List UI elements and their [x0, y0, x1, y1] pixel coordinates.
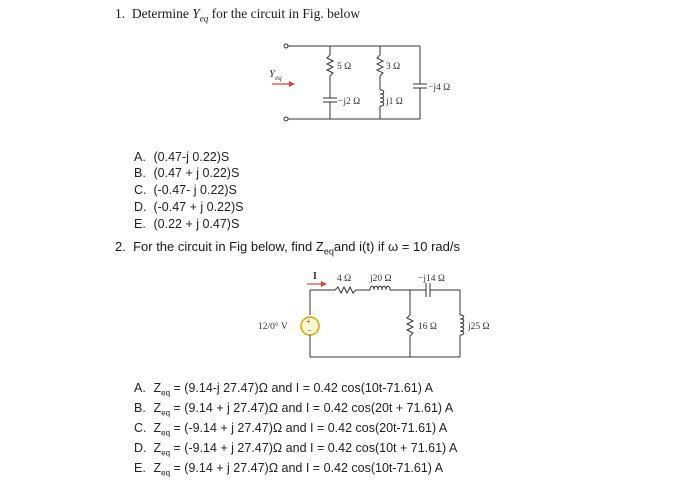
question-2-option-e[interactable]: E. $Z_{eq} = (9.14 + j$ 27.47)Ω and I = 0.42 cos(10t-71.61) A [134, 461, 444, 478]
circuit-2-capacitor-j14 [426, 283, 430, 297]
question-1-text-post: for the circuit in Fig. below [208, 6, 361, 21]
question-2-option-a[interactable]: A. $Z_{eq} = (9.14-j$ 27.47)Ω and I = 0.42 cos(10t-71.61) A [134, 381, 434, 398]
circuit-1-label-j2: −j2 Ω [338, 97, 361, 107]
svg-text:−: − [307, 326, 312, 335]
circuit-2-label-j14: −j14 Ω [418, 274, 445, 284]
question-1-option-b[interactable]: B. (0.47 + j 0.22)S [134, 166, 240, 180]
circuit-1-label-3ohm: 3 Ω [386, 62, 401, 72]
question-2-sub: eq [323, 246, 334, 257]
circuit-2-label-j20: j20 Ω [370, 274, 392, 284]
question-1-symbol-sub: eq [199, 13, 209, 24]
circuit-1-label-5ohm: 5 Ω [337, 62, 352, 72]
question-2-text-post: and i(t) if ω = 10 rad/s [333, 239, 460, 254]
question-1-text-pre: Determine [131, 6, 193, 21]
question-2-option-d[interactable]: D. $Z_{eq} = (-9.14 + j$ 27.47)Ω and I = 0.42 cos(10t + 71.61) A [134, 441, 458, 458]
circuit-2-current-label: I [313, 271, 317, 282]
circuit-2-label-4ohm: 4 Ω [337, 274, 352, 284]
circuit-2-label-16ohm: 16 Ω [418, 322, 437, 332]
circuit-1-label-j4: −j4 Ω [428, 83, 451, 93]
question-1-option-e[interactable]: E. (0.22 + j 0.47)S [134, 217, 240, 231]
svg-text:+: + [306, 317, 311, 326]
circuit-2-inductor-j25 [460, 315, 464, 335]
circuit-2-inductor-j20 [370, 286, 390, 290]
question-1-number: 1. [115, 6, 126, 21]
question-1-option-a[interactable]: A. (0.47-j 0.22)S [134, 150, 230, 164]
circuit-1-yeq-label: $Y_{eq}$ [269, 68, 282, 82]
question-2-number: 2. [115, 239, 126, 254]
question-1-option-c[interactable]: C. (-0.47- j 0.22)S [134, 183, 237, 197]
question-1-option-d[interactable]: D. (-0.47 + j 0.22)S [134, 200, 244, 214]
circuit-2-resistor-16 [407, 315, 413, 336]
question-2-option-b[interactable]: B. $Z_{eq} = (9.14 + j$ 27.47)Ω and I = 0.42 cos(20t + 71.61) A [134, 401, 454, 418]
question-2-text-pre: For the circuit in Fig below, find Z [133, 239, 324, 254]
circuit-2-label-source: 12/0° V [258, 322, 288, 332]
question-1-symbol: Y [192, 6, 200, 21]
circuit-1-label-j1: j1 Ω [386, 97, 403, 107]
circuit-2-label-j25: j25 Ω [468, 322, 490, 332]
circuit-2-resistor-4 [335, 287, 356, 293]
question-2-option-c[interactable]: C. $Z_{eq} = (-9.14 + j$ 27.47)Ω and I = 0.42 cos(20t-71.61) A [134, 421, 448, 438]
